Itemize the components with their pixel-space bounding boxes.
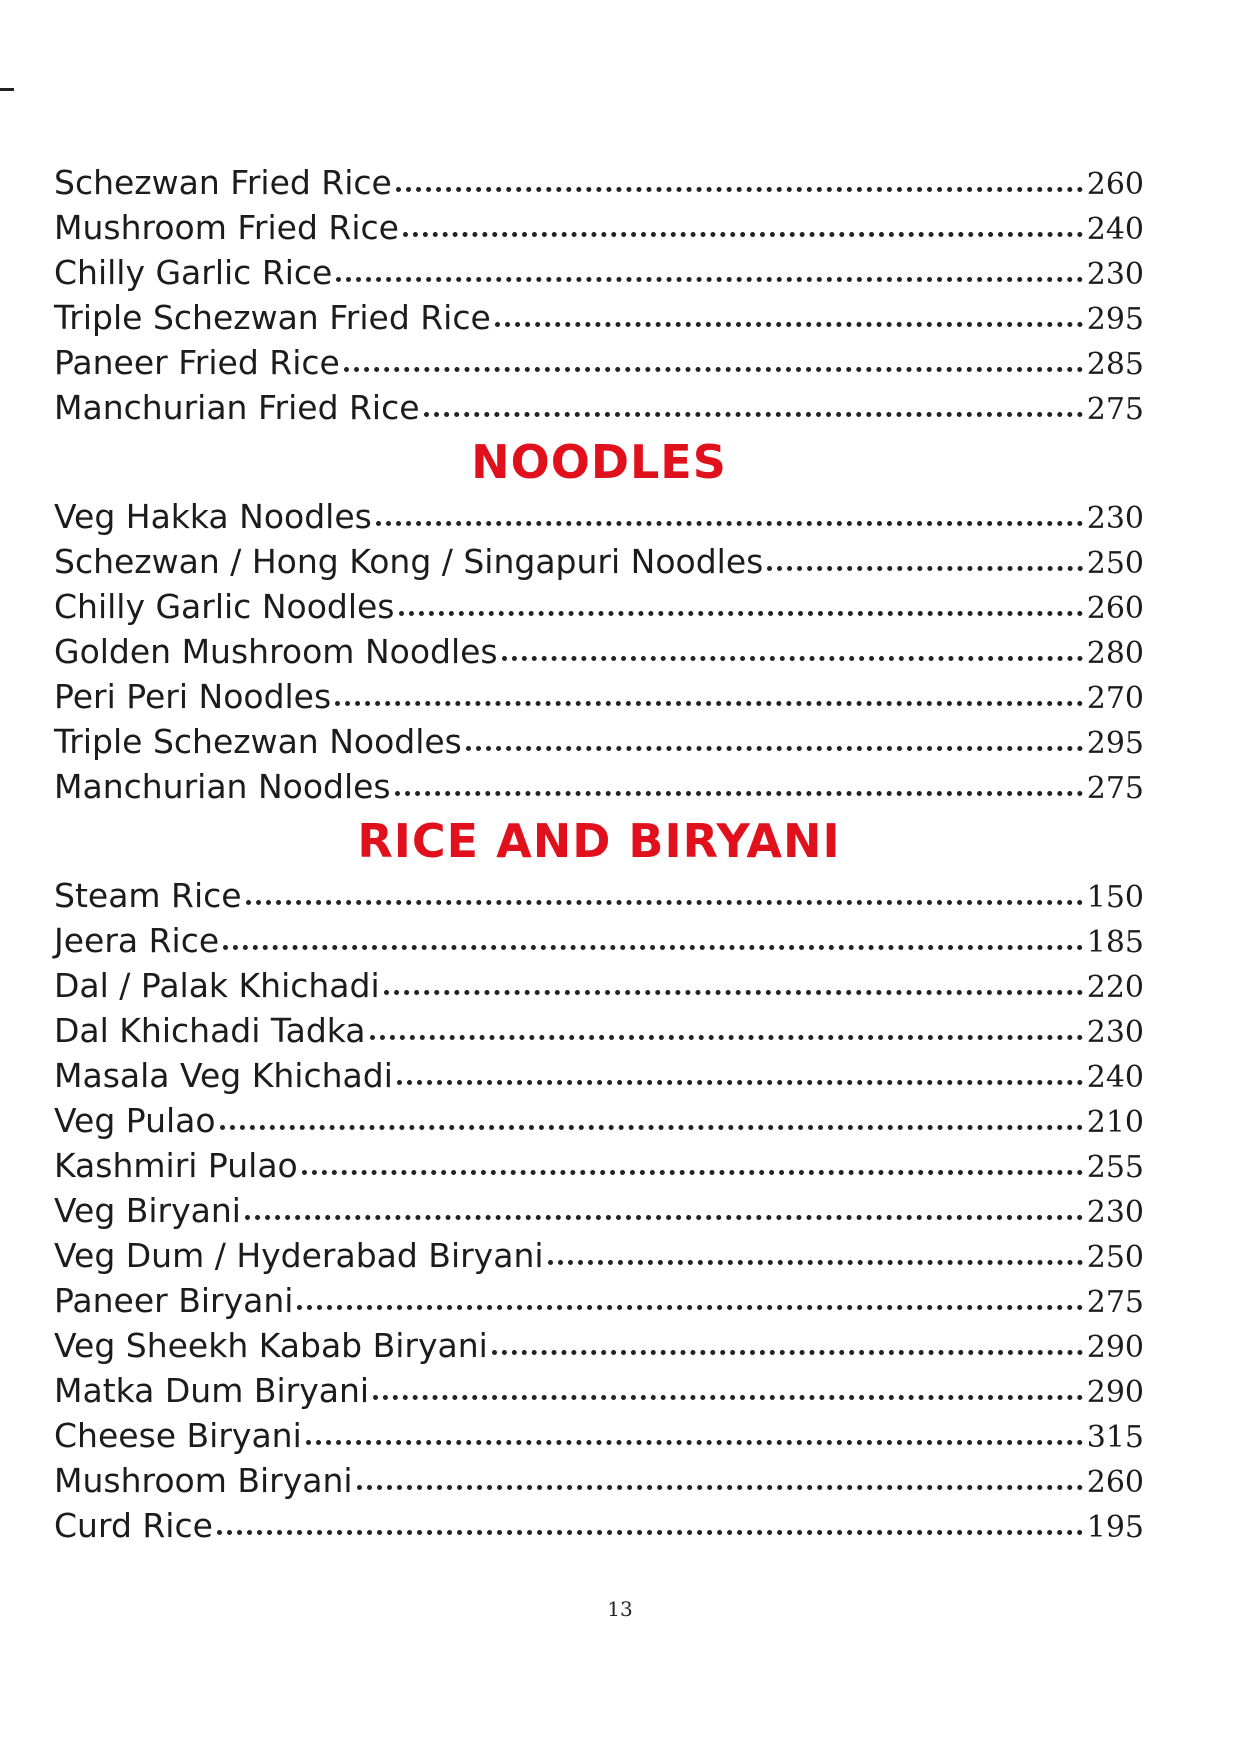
- item-name: Paneer Fried Rice: [54, 343, 340, 382]
- item-price: 260: [1086, 167, 1144, 202]
- dot-leader: [217, 1522, 1083, 1535]
- menu-item: [54, 205, 1144, 250]
- item-name: Cheese Biryani: [54, 1416, 302, 1455]
- dot-leader: [492, 1342, 1083, 1355]
- item-name: Jeera Rice: [54, 921, 220, 960]
- dot-leader: [373, 1387, 1083, 1400]
- item-name: Paneer Biryani: [54, 1281, 294, 1320]
- dot-leader: [548, 1252, 1083, 1265]
- item-name: Manchurian Noodles: [54, 767, 391, 806]
- dot-leader: [395, 783, 1083, 796]
- section-heading: NOODLES: [471, 435, 727, 489]
- item-price: 230: [1086, 257, 1144, 292]
- dot-leader: [403, 224, 1083, 237]
- item-name: Chilly Garlic Rice: [54, 253, 333, 292]
- menu-item: [54, 963, 1144, 1008]
- item-price: 255: [1086, 1150, 1144, 1185]
- item-name: Matka Dum Biryani: [54, 1371, 370, 1410]
- menu-item: [54, 918, 1144, 963]
- menu-item: [54, 873, 1144, 918]
- item-price: 295: [1086, 302, 1144, 337]
- menu-item: [54, 719, 1144, 764]
- menu-item: [54, 764, 1144, 809]
- item-name: Schezwan Fried Rice: [54, 163, 392, 202]
- dot-leader: [220, 1117, 1083, 1130]
- menu-item: [54, 1098, 1144, 1143]
- item-name: Masala Veg Khichadi: [54, 1056, 393, 1095]
- item-price: 280: [1086, 636, 1144, 671]
- menu-item: [54, 385, 1144, 430]
- item-price: 290: [1086, 1375, 1144, 1410]
- menu-item: [54, 584, 1144, 629]
- dot-leader: [396, 179, 1083, 192]
- dot-leader: [384, 982, 1083, 995]
- item-price: 295: [1086, 726, 1144, 761]
- menu-item: [54, 1053, 1144, 1098]
- item-name: Veg Pulao: [54, 1101, 216, 1140]
- menu-item: [54, 1458, 1144, 1503]
- dot-leader: [466, 738, 1083, 751]
- item-name: Schezwan / Hong Kong / Singapuri Noodles: [54, 542, 764, 581]
- item-name: Peri Peri Noodles: [54, 677, 332, 716]
- dot-leader: [767, 558, 1082, 571]
- item-price: 230: [1086, 501, 1144, 536]
- menu-item: [54, 250, 1144, 295]
- menu-item: [54, 1278, 1144, 1323]
- item-name: Mushroom Biryani: [54, 1461, 353, 1500]
- dot-leader: [246, 892, 1083, 905]
- item-name: Chilly Garlic Noodles: [54, 587, 395, 626]
- menu-item: [54, 1008, 1144, 1053]
- item-price: 275: [1086, 1285, 1144, 1320]
- item-name: Curd Rice: [54, 1506, 213, 1545]
- item-price: 275: [1086, 392, 1144, 427]
- dot-leader: [376, 513, 1083, 526]
- menu-item: [54, 295, 1144, 340]
- dot-leader: [344, 359, 1083, 372]
- item-price: 220: [1086, 970, 1144, 1005]
- item-price: 210: [1086, 1105, 1144, 1140]
- dot-leader: [495, 314, 1083, 327]
- dot-leader: [245, 1207, 1083, 1220]
- menu-item: [54, 629, 1144, 674]
- item-name: Dal Khichadi Tadka: [54, 1011, 366, 1050]
- dot-leader: [297, 1297, 1082, 1310]
- section-heading: RICE AND BIRYANI: [357, 814, 841, 868]
- menu-item: [54, 160, 1144, 205]
- item-name: Veg Biryani: [54, 1191, 241, 1230]
- menu-item: [54, 494, 1144, 539]
- item-price: 185: [1086, 925, 1144, 960]
- item-name: Veg Hakka Noodles: [54, 497, 372, 536]
- dot-leader: [357, 1477, 1083, 1490]
- item-price: 275: [1086, 771, 1144, 806]
- menu-item: [54, 674, 1144, 719]
- dot-leader: [306, 1432, 1083, 1445]
- dot-leader: [302, 1162, 1083, 1175]
- dot-leader: [397, 1072, 1083, 1085]
- item-price: 260: [1086, 591, 1144, 626]
- item-name: Manchurian Fried Rice: [54, 388, 420, 427]
- menu-item: [54, 1233, 1144, 1278]
- item-name: Dal / Palak Khichadi: [54, 966, 380, 1005]
- item-name: Veg Sheekh Kabab Biryani: [54, 1326, 488, 1365]
- item-price: 290: [1086, 1330, 1144, 1365]
- menu-item: [54, 1323, 1144, 1368]
- item-price: 260: [1086, 1465, 1144, 1500]
- item-name: Golden Mushroom Noodles: [54, 632, 498, 671]
- item-price: 315: [1086, 1420, 1144, 1455]
- item-name: Triple Schezwan Noodles: [54, 722, 462, 761]
- dot-leader: [370, 1027, 1083, 1040]
- page-number: 13: [607, 1597, 633, 1621]
- item-price: 230: [1086, 1195, 1144, 1230]
- dot-leader: [502, 648, 1083, 661]
- section-fried-rice: [54, 160, 1144, 430]
- dot-leader: [223, 937, 1083, 950]
- item-price: 285: [1086, 347, 1144, 382]
- scan-edge-mark: [0, 88, 14, 91]
- menu-item: [54, 1368, 1144, 1413]
- item-name: Veg Dum / Hyderabad Biryani: [54, 1236, 544, 1275]
- item-name: Steam Rice: [54, 876, 242, 915]
- dot-leader: [335, 693, 1083, 706]
- dot-leader: [336, 269, 1082, 282]
- menu-item: [54, 340, 1144, 385]
- item-price: 230: [1086, 1015, 1144, 1050]
- item-price: 250: [1086, 1240, 1144, 1275]
- section-noodles: [54, 430, 1144, 809]
- menu-item: [54, 1413, 1144, 1458]
- item-price: 150: [1086, 880, 1144, 915]
- menu-item: [54, 1188, 1144, 1233]
- item-name: Mushroom Fried Rice: [54, 208, 399, 247]
- section-rice-and-biryani: [54, 809, 1144, 1548]
- dot-leader: [424, 404, 1083, 417]
- item-price: 240: [1086, 1060, 1144, 1095]
- menu-page: [54, 160, 1144, 1548]
- item-price: 250: [1086, 546, 1144, 581]
- menu-item: [54, 1143, 1144, 1188]
- item-price: 195: [1086, 1510, 1144, 1545]
- item-price: 270: [1086, 681, 1144, 716]
- item-price: 240: [1086, 212, 1144, 247]
- item-name: Kashmiri Pulao: [54, 1146, 298, 1185]
- item-name: Triple Schezwan Fried Rice: [54, 298, 491, 337]
- menu-item: [54, 539, 1144, 584]
- menu-item: [54, 1503, 1144, 1548]
- dot-leader: [399, 603, 1083, 616]
